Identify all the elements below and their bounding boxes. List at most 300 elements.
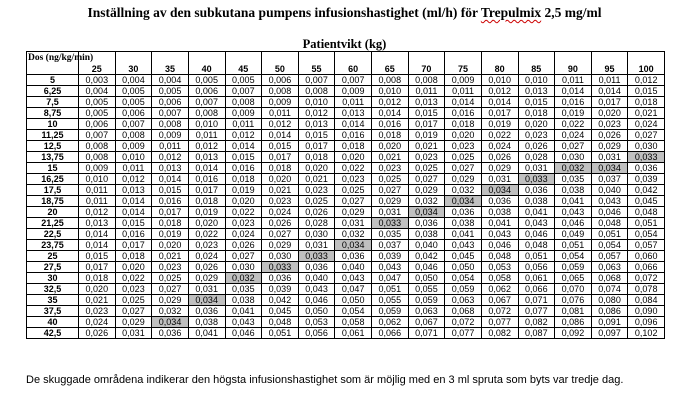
rate-cell: 0,017 [188,185,225,196]
rate-cell: 0,043 [445,240,482,251]
dose-row-header: 17,5 [27,185,79,196]
rate-cell: 0,059 [445,284,482,295]
rate-cell: 0,046 [298,295,335,306]
dose-row-header: 15 [27,163,79,174]
rate-cell: 0,031 [591,152,628,163]
rate-cell: 0,010 [115,152,152,163]
rate-cell: 0,067 [408,317,445,328]
shaded-rate-cell: 0,034 [335,240,372,251]
rate-cell: 0,021 [372,152,409,163]
rate-cell: 0,032 [408,196,445,207]
rate-cell: 0,019 [188,207,225,218]
rate-cell: 0,029 [481,163,518,174]
rate-cell: 0,056 [298,328,335,339]
rate-cell: 0,014 [335,119,372,130]
rate-cell: 0,050 [445,262,482,273]
rate-cell: 0,040 [335,262,372,273]
rate-cell: 0,056 [518,262,555,273]
rate-cell: 0,006 [152,97,189,108]
weight-header-cell: 80 [481,52,518,75]
rate-cell: 0,015 [152,185,189,196]
rate-cell: 0,012 [262,119,299,130]
rate-cell: 0,007 [152,108,189,119]
rate-cell: 0,014 [372,108,409,119]
dose-row-header: 11,25 [27,130,79,141]
footnote: De skuggade områdena indikerar den högsta infusionshastighet som är möjlig med en 3 ml spruta som byts var tredje dag. [26,374,624,386]
dose-row-header: 30 [27,273,79,284]
rate-cell: 0,014 [188,163,225,174]
weight-header-cell: 40 [188,52,225,75]
rate-cell: 0,025 [152,273,189,284]
rate-cell: 0,012 [188,141,225,152]
title-strength: 2,5 mg/ml [541,5,602,20]
rate-cell: 0,049 [555,229,592,240]
table-row [27,207,665,218]
rate-cell: 0,014 [225,141,262,152]
document-title [0,5,689,21]
rate-cell: 0,015 [79,251,116,262]
rate-cell: 0,046 [225,328,262,339]
rate-cell: 0,040 [298,273,335,284]
rate-cell: 0,027 [335,196,372,207]
table-row [27,141,665,152]
shaded-rate-cell: 0,034 [591,163,628,174]
rate-cell: 0,031 [335,218,372,229]
rate-cell: 0,010 [298,97,335,108]
rate-cell: 0,007 [188,97,225,108]
rate-cell: 0,011 [79,185,116,196]
rate-cell: 0,025 [335,185,372,196]
rate-cell: 0,012 [372,97,409,108]
rate-cell: 0,057 [628,240,665,251]
rate-cell: 0,082 [481,328,518,339]
rate-cell: 0,019 [481,119,518,130]
rate-cell: 0,004 [152,75,189,86]
dose-row-header: 13,75 [27,152,79,163]
rate-cell: 0,025 [115,295,152,306]
rate-cell: 0,055 [408,284,445,295]
rate-cell: 0,021 [152,251,189,262]
rate-cell: 0,046 [481,240,518,251]
rate-cell: 0,029 [372,196,409,207]
rate-cell: 0,036 [628,163,665,174]
rate-cell: 0,022 [115,273,152,284]
rate-cell: 0,023 [188,240,225,251]
table-row [27,240,665,251]
rate-cell: 0,043 [518,218,555,229]
rate-cell: 0,058 [335,317,372,328]
rate-cell: 0,021 [408,141,445,152]
rate-cell: 0,020 [518,119,555,130]
rate-cell: 0,011 [262,108,299,119]
rate-cell: 0,020 [115,262,152,273]
rate-cell: 0,086 [591,306,628,317]
table-row [27,152,665,163]
dose-row-header: 8,75 [27,108,79,119]
dose-row-header: 7,5 [27,97,79,108]
weight-header-cell: 30 [115,52,152,75]
rate-cell: 0,018 [152,218,189,229]
rate-cell: 0,032 [335,229,372,240]
rate-cell: 0,042 [262,295,299,306]
weight-header-cell: 60 [335,52,372,75]
rate-cell: 0,047 [372,273,409,284]
table-row [27,97,665,108]
rate-cell: 0,016 [152,196,189,207]
rate-cell: 0,048 [518,240,555,251]
rate-cell: 0,030 [555,152,592,163]
rate-cell: 0,027 [628,130,665,141]
rate-cell: 0,026 [518,141,555,152]
table-row [27,328,665,339]
dose-row-header: 42,5 [27,328,79,339]
rate-cell: 0,070 [555,284,592,295]
rate-cell: 0,005 [115,97,152,108]
dose-row-header: 12,5 [27,141,79,152]
rate-cell: 0,042 [628,185,665,196]
rate-cell: 0,014 [79,229,116,240]
rate-cell: 0,046 [408,262,445,273]
rate-cell: 0,007 [335,75,372,86]
rate-cell: 0,029 [408,185,445,196]
rate-cell: 0,015 [298,130,335,141]
table-row [27,174,665,185]
table-row [27,163,665,174]
rate-cell: 0,041 [555,196,592,207]
rate-cell: 0,012 [298,108,335,119]
rate-cell: 0,007 [79,130,116,141]
rate-cell: 0,013 [335,108,372,119]
table-row [27,306,665,317]
rate-cell: 0,022 [555,119,592,130]
weight-header-cell: 85 [518,52,555,75]
rate-cell: 0,026 [591,130,628,141]
rate-cell: 0,059 [555,262,592,273]
rate-cell: 0,009 [335,86,372,97]
rate-cell: 0,020 [79,284,116,295]
table-row [27,86,665,97]
rate-cell: 0,045 [445,251,482,262]
rate-cell: 0,017 [262,152,299,163]
rate-cell: 0,050 [335,295,372,306]
rate-cell: 0,068 [591,273,628,284]
table-row [27,108,665,119]
rate-cell: 0,087 [518,328,555,339]
rate-cell: 0,090 [628,306,665,317]
rate-cell: 0,026 [188,262,225,273]
rate-cell: 0,008 [188,108,225,119]
rate-cell: 0,037 [591,174,628,185]
rate-cell: 0,011 [555,75,592,86]
rate-cell: 0,018 [628,97,665,108]
rate-cell: 0,008 [79,152,116,163]
rate-cell: 0,050 [408,273,445,284]
rate-cell: 0,061 [335,328,372,339]
rate-cell: 0,006 [262,75,299,86]
rate-cell: 0,072 [628,273,665,284]
rate-cell: 0,010 [79,174,116,185]
rate-cell: 0,062 [481,284,518,295]
rate-cell: 0,067 [481,295,518,306]
rate-cell: 0,009 [115,141,152,152]
rate-cell: 0,048 [591,218,628,229]
table-row [27,119,665,130]
rate-cell: 0,041 [188,328,225,339]
rate-cell: 0,036 [518,185,555,196]
rate-cell: 0,023 [408,152,445,163]
rate-cell: 0,063 [445,295,482,306]
rate-cell: 0,038 [188,317,225,328]
rate-cell: 0,023 [445,141,482,152]
rate-cell: 0,043 [591,196,628,207]
rate-cell: 0,022 [225,207,262,218]
rate-cell: 0,020 [445,130,482,141]
rate-cell: 0,006 [188,86,225,97]
rate-cell: 0,004 [79,86,116,97]
rate-cell: 0,055 [372,295,409,306]
rate-cell: 0,003 [79,75,116,86]
table-row [27,284,665,295]
rate-cell: 0,015 [408,108,445,119]
rate-cell: 0,020 [298,163,335,174]
table-row [27,196,665,207]
rate-cell: 0,023 [225,218,262,229]
rate-cell: 0,018 [298,152,335,163]
rate-cell: 0,038 [445,218,482,229]
shaded-rate-cell: 0,034 [152,317,189,328]
shaded-rate-cell: 0,033 [372,218,409,229]
rate-cell: 0,063 [591,262,628,273]
table-row [27,229,665,240]
rate-cell: 0,029 [445,174,482,185]
rate-cell: 0,053 [481,262,518,273]
rate-cell: 0,050 [298,306,335,317]
rate-cell: 0,023 [262,196,299,207]
rate-cell: 0,007 [298,75,335,86]
weight-header-cell: 50 [262,52,299,75]
rate-cell: 0,023 [79,306,116,317]
rate-cell: 0,024 [79,317,116,328]
shaded-rate-cell: 0,033 [298,251,335,262]
rate-cell: 0,084 [628,295,665,306]
rate-cell: 0,020 [372,141,409,152]
weight-header-cell: 25 [79,52,116,75]
rate-cell: 0,025 [408,163,445,174]
rate-cell: 0,036 [188,306,225,317]
rate-cell: 0,008 [79,141,116,152]
rate-cell: 0,030 [262,251,299,262]
rate-cell: 0,016 [335,130,372,141]
rate-cell: 0,042 [408,251,445,262]
rate-cell: 0,040 [591,185,628,196]
weight-header-cell: 35 [152,52,189,75]
dose-row-header: 37,5 [27,306,79,317]
rate-cell: 0,009 [225,108,262,119]
table-row [27,130,665,141]
rate-cell: 0,016 [188,174,225,185]
rate-cell: 0,041 [445,229,482,240]
rate-cell: 0,008 [115,130,152,141]
weight-header-cell: 55 [298,52,335,75]
rate-cell: 0,074 [591,284,628,295]
rate-cell: 0,097 [591,328,628,339]
rate-cell: 0,017 [152,207,189,218]
rate-cell: 0,036 [445,207,482,218]
rate-cell: 0,014 [152,174,189,185]
rate-cell: 0,072 [445,317,482,328]
shaded-rate-cell: 0,034 [408,207,445,218]
rate-cell: 0,091 [591,317,628,328]
dose-row-header: 6,25 [27,86,79,97]
rate-cell: 0,020 [188,218,225,229]
rate-cell: 0,025 [445,152,482,163]
rate-cell: 0,027 [372,185,409,196]
rate-cell: 0,026 [262,218,299,229]
rate-cell: 0,051 [628,218,665,229]
weight-header-cell: 70 [408,52,445,75]
rate-cell: 0,018 [115,251,152,262]
rate-cell: 0,017 [79,262,116,273]
rate-cell: 0,012 [628,75,665,86]
rate-cell: 0,009 [262,97,299,108]
rate-cell: 0,077 [518,306,555,317]
table-row [27,317,665,328]
table-body [27,52,665,339]
rate-cell: 0,011 [225,119,262,130]
dose-column-header: Dos (ng/kg/min) [27,52,79,75]
rate-cell: 0,023 [298,185,335,196]
rate-cell: 0,005 [115,86,152,97]
rate-cell: 0,012 [481,86,518,97]
rate-cell: 0,021 [262,185,299,196]
rate-cell: 0,038 [518,196,555,207]
table-row [27,295,665,306]
table-header-row [27,52,665,75]
rate-cell: 0,038 [481,207,518,218]
infusion-rate-table [26,51,665,339]
rate-cell: 0,054 [445,273,482,284]
shaded-rate-cell: 0,033 [518,174,555,185]
rate-cell: 0,012 [115,174,152,185]
weight-header-cell: 65 [372,52,409,75]
rate-cell: 0,021 [298,174,335,185]
table-row [27,273,665,284]
rate-cell: 0,011 [115,163,152,174]
rate-cell: 0,038 [555,185,592,196]
weight-header-cell: 95 [591,52,628,75]
table-row [27,185,665,196]
rate-cell: 0,005 [79,97,116,108]
rate-cell: 0,018 [188,196,225,207]
rate-cell: 0,008 [298,86,335,97]
rate-cell: 0,029 [188,273,225,284]
rate-cell: 0,035 [225,284,262,295]
rate-cell: 0,027 [152,284,189,295]
rate-cell: 0,051 [372,284,409,295]
rate-cell: 0,039 [372,251,409,262]
rate-cell: 0,027 [225,251,262,262]
rate-cell: 0,043 [335,273,372,284]
rate-cell: 0,071 [518,295,555,306]
title-product-name: Trepulmix [480,5,542,20]
rate-cell: 0,027 [262,229,299,240]
rate-cell: 0,022 [481,130,518,141]
rate-cell: 0,016 [445,108,482,119]
rate-cell: 0,011 [152,141,189,152]
rate-cell: 0,023 [152,262,189,273]
rate-cell: 0,015 [628,86,665,97]
rate-cell: 0,013 [79,218,116,229]
rate-cell: 0,009 [445,75,482,86]
rate-cell: 0,041 [518,207,555,218]
rate-cell: 0,009 [152,130,189,141]
dose-row-header: 18,75 [27,196,79,207]
rate-cell: 0,045 [628,196,665,207]
shaded-rate-cell: 0,034 [481,185,518,196]
rate-cell: 0,015 [518,97,555,108]
rate-cell: 0,063 [408,306,445,317]
rate-cell: 0,017 [591,97,628,108]
rate-cell: 0,026 [225,240,262,251]
rate-cell: 0,045 [262,306,299,317]
rate-cell: 0,053 [298,317,335,328]
rate-cell: 0,008 [262,86,299,97]
rate-cell: 0,048 [262,317,299,328]
shaded-rate-cell: 0,033 [628,152,665,163]
rate-cell: 0,072 [481,306,518,317]
rate-cell: 0,027 [115,306,152,317]
rate-cell: 0,030 [628,141,665,152]
rate-cell: 0,018 [372,130,409,141]
dose-row-header: 10 [27,119,79,130]
rate-cell: 0,015 [115,218,152,229]
dose-row-header: 5 [27,75,79,86]
rate-cell: 0,043 [225,317,262,328]
rate-cell: 0,096 [628,317,665,328]
rate-cell: 0,020 [591,108,628,119]
rate-cell: 0,015 [225,152,262,163]
rate-cell: 0,014 [591,86,628,97]
rate-cell: 0,037 [372,240,409,251]
rate-cell: 0,043 [555,207,592,218]
rate-cell: 0,059 [372,306,409,317]
rate-cell: 0,013 [188,152,225,163]
rate-cell: 0,062 [372,317,409,328]
rate-cell: 0,060 [628,251,665,262]
rate-cell: 0,054 [555,251,592,262]
weight-header-cell: 45 [225,52,262,75]
dose-row-header: 25 [27,251,79,262]
rate-cell: 0,019 [555,108,592,119]
rate-cell: 0,012 [79,207,116,218]
rate-cell: 0,006 [115,108,152,119]
rate-cell: 0,024 [555,130,592,141]
rate-cell: 0,026 [298,207,335,218]
rate-cell: 0,008 [408,75,445,86]
rate-cell: 0,020 [152,240,189,251]
rate-cell: 0,014 [79,240,116,251]
rate-cell: 0,018 [262,163,299,174]
rate-cell: 0,005 [225,75,262,86]
rate-cell: 0,011 [408,86,445,97]
rate-cell: 0,028 [298,218,335,229]
rate-cell: 0,061 [518,273,555,284]
dose-row-header: 21,25 [27,218,79,229]
rate-cell: 0,043 [372,262,409,273]
rate-cell: 0,019 [408,130,445,141]
rate-cell: 0,086 [555,317,592,328]
shaded-rate-cell: 0,032 [555,163,592,174]
